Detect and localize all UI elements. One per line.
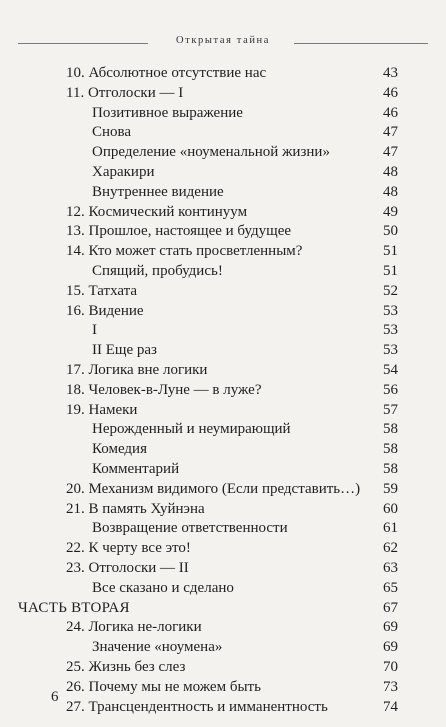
toc-row xyxy=(18,638,398,658)
toc-row xyxy=(18,163,398,183)
running-header xyxy=(18,34,428,54)
running-title: Открытая тайна xyxy=(175,35,271,46)
toc-entry-title: 11. Отголоски — I xyxy=(66,84,184,101)
toc-row xyxy=(18,559,398,579)
toc-row xyxy=(18,658,398,678)
toc-page-number: 48 xyxy=(383,183,398,200)
toc-page-number: 59 xyxy=(383,480,398,497)
toc-page-number: 51 xyxy=(383,262,398,279)
toc-row xyxy=(18,698,398,718)
toc-entry-title: Нерожденный и неумирающий xyxy=(92,421,291,438)
toc-entry-title: Определение «ноуменальной жизни» xyxy=(92,144,330,161)
toc-entry-title: 24. Логика не-логики xyxy=(66,619,202,636)
toc-page-number: 57 xyxy=(383,401,398,418)
toc-page-number: 67 xyxy=(383,599,398,616)
toc-row xyxy=(18,579,398,599)
toc-row xyxy=(18,678,398,698)
toc-entry-title: 22. К черту все это! xyxy=(66,540,191,557)
toc-row xyxy=(18,440,398,460)
toc-row xyxy=(18,401,398,421)
toc-page-number: 69 xyxy=(383,619,398,636)
toc-page-number: 61 xyxy=(383,520,398,537)
toc-row xyxy=(18,341,398,361)
toc-page-number: 70 xyxy=(383,658,398,675)
toc-page-number: 56 xyxy=(383,381,398,398)
toc-page-number: 43 xyxy=(383,65,398,81)
toc-entry-title: I xyxy=(92,322,97,339)
toc-entry-title: 25. Жизнь без слез xyxy=(66,658,186,675)
toc-page-number: 62 xyxy=(383,540,398,557)
toc-entry-title: Значение «ноумена» xyxy=(92,639,223,656)
toc-page-number: 53 xyxy=(383,302,398,319)
toc-entry-title: Комментарий xyxy=(92,460,180,477)
toc-row xyxy=(18,203,398,223)
toc-page-number: 63 xyxy=(383,559,398,576)
toc-entry-title: ЧАСТЬ ВТОРАЯ xyxy=(18,599,130,616)
toc-entry-title: 17. Логика вне логики xyxy=(66,361,208,378)
toc-page-number: 58 xyxy=(383,421,398,438)
toc-page-number: 47 xyxy=(383,144,398,161)
toc-page-number: 47 xyxy=(383,124,398,141)
toc-row xyxy=(18,242,398,262)
toc-entry-title: 27. Трансцендентность и имманентность xyxy=(66,698,328,715)
toc-row xyxy=(18,500,398,520)
page-number: 6 xyxy=(51,689,59,705)
toc-row xyxy=(18,183,398,203)
toc-entry-title: 12. Космический континуум xyxy=(66,203,248,220)
toc-entry-title: Возвращение ответственности xyxy=(92,520,288,537)
toc-row xyxy=(18,84,398,104)
toc-entry-title: Позитивное выражение xyxy=(92,104,243,121)
toc-row xyxy=(18,143,398,163)
toc-page-number: 53 xyxy=(383,322,398,339)
toc-row xyxy=(18,104,398,124)
toc-entry-title: 18. Человек-в-Луне — в луже? xyxy=(66,381,262,398)
toc-entry-title: 19. Намеки xyxy=(66,401,138,418)
toc-row xyxy=(18,420,398,440)
toc-row xyxy=(18,381,398,401)
toc-entry-title: Спящий, пробудись! xyxy=(92,262,223,279)
toc-entry-title: 15. Татхата xyxy=(66,282,138,299)
toc-entry-title: Харакири xyxy=(92,163,155,180)
toc-page-number: 69 xyxy=(383,639,398,656)
toc-page-number: 54 xyxy=(383,361,398,378)
toc-page-number: 48 xyxy=(383,163,398,180)
toc-page-number: 60 xyxy=(383,500,398,517)
toc-row xyxy=(18,302,398,322)
toc-row xyxy=(18,222,398,242)
table-of-contents xyxy=(18,64,398,717)
header-rule-right xyxy=(294,43,428,44)
toc-row xyxy=(18,519,398,539)
toc-entry-title: 20. Механизм видимого (Если представить…) xyxy=(66,480,361,497)
toc-row xyxy=(18,321,398,341)
toc-row xyxy=(18,361,398,381)
toc-page-number: 46 xyxy=(383,104,398,121)
toc-page-number: 58 xyxy=(383,441,398,458)
toc-entry-title: Все сказано и сделано xyxy=(92,579,234,596)
toc-row xyxy=(18,460,398,480)
toc-page-number: 53 xyxy=(383,342,398,359)
toc-row xyxy=(18,599,398,619)
toc-entry-title: 26. Почему мы не можем быть xyxy=(66,678,261,695)
toc-page-number: 52 xyxy=(383,282,398,299)
toc-entry-title: 10. Абсолютное отсутствие нас xyxy=(66,65,267,81)
toc-entry-title: 13. Прошлое, настоящее и будущее xyxy=(66,223,292,240)
toc-row xyxy=(18,539,398,559)
toc-entry-title: 21. В память Хуйнэна xyxy=(66,500,205,517)
toc-row xyxy=(18,123,398,143)
toc-row xyxy=(18,64,398,84)
toc-page-number: 46 xyxy=(383,84,398,101)
toc-page-number: 65 xyxy=(383,579,398,596)
toc-entry-title: Снова xyxy=(92,124,132,141)
toc-page-number: 50 xyxy=(383,223,398,240)
toc-entry-title: Внутреннее видение xyxy=(92,183,224,200)
toc-entry-title: 23. Отголоски — II xyxy=(66,559,189,576)
toc-row xyxy=(18,262,398,282)
toc-entry-title: Комедия xyxy=(92,441,147,458)
toc-row xyxy=(18,480,398,500)
toc-page-number: 74 xyxy=(383,698,398,715)
toc-page-number: 51 xyxy=(383,243,398,260)
toc-page-number: 49 xyxy=(383,203,398,220)
toc-entry-title: 16. Видение xyxy=(66,302,144,319)
toc-page-number: 73 xyxy=(383,678,398,695)
toc-entry-title: II Еще раз xyxy=(92,342,157,359)
toc-row xyxy=(18,618,398,638)
toc-entry-title: 14. Кто может стать просветленным? xyxy=(66,243,303,260)
toc-page-number: 58 xyxy=(383,460,398,477)
toc-row xyxy=(18,282,398,302)
